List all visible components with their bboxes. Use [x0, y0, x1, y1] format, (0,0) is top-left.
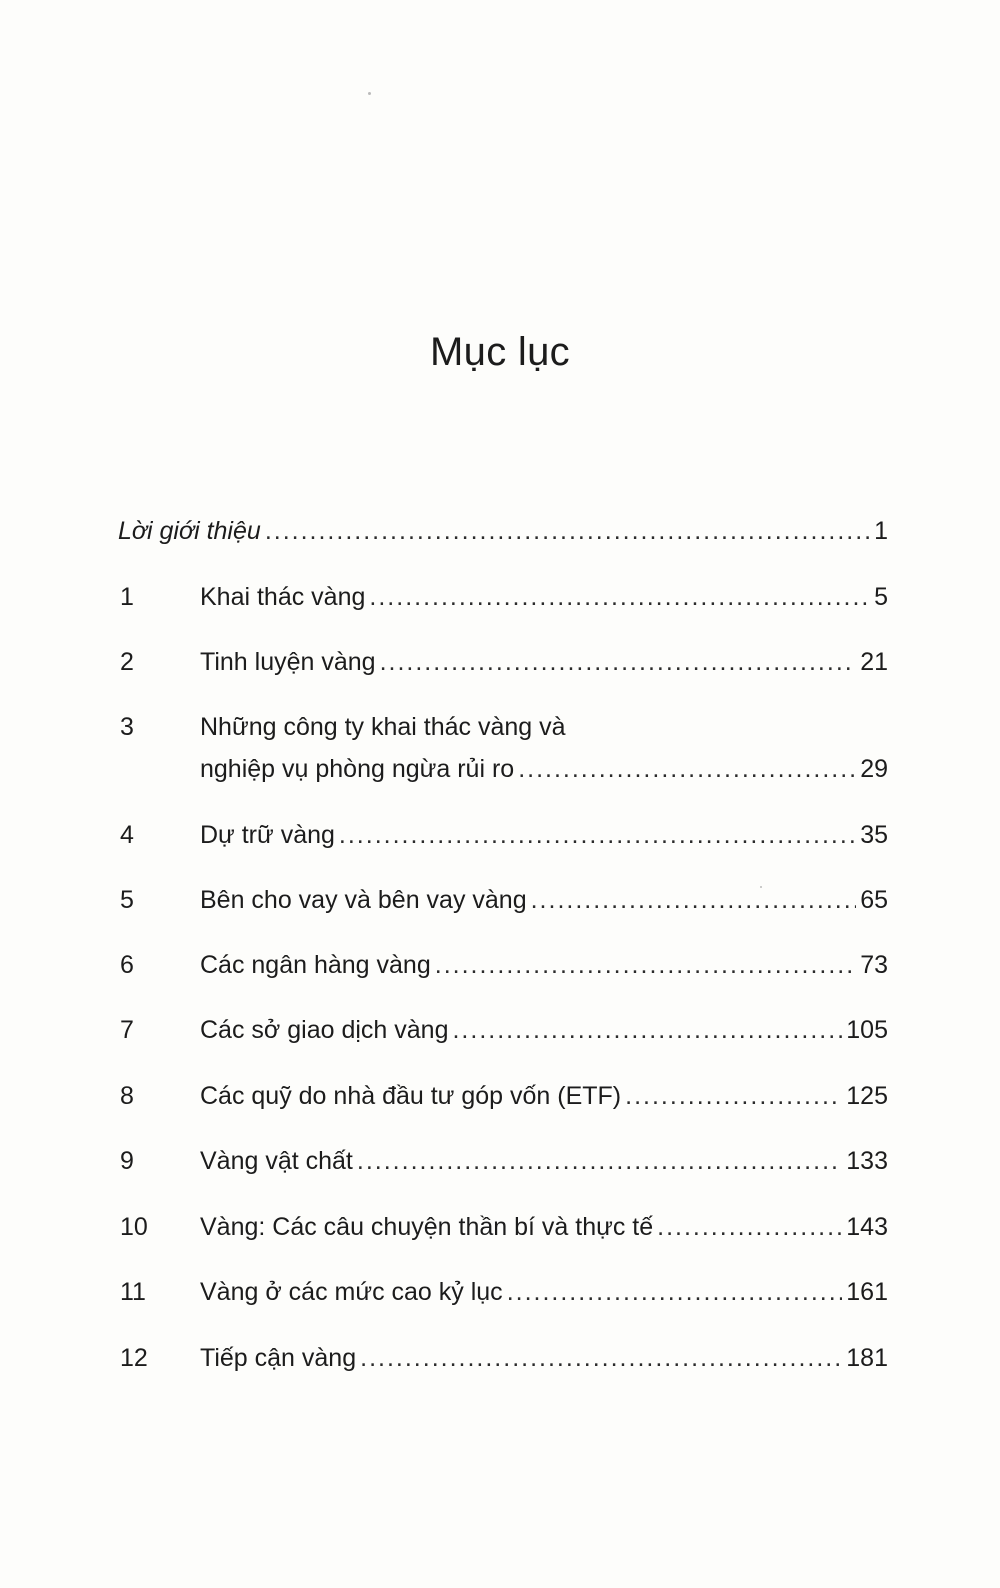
toc-page-number: 125 — [846, 1082, 888, 1110]
toc-entry-title: Vàng: Các câu chuyện thần bí và thực tế — [200, 1213, 654, 1241]
toc-page-number: 1 — [874, 517, 888, 545]
dot-leader — [360, 1337, 842, 1379]
toc-entry-title: Vàng vật chất — [200, 1147, 353, 1175]
toc-page-number: 29 — [860, 755, 888, 783]
chapter-number: 9 — [120, 1147, 134, 1175]
toc-entry-title: Các ngân hàng vàng — [200, 951, 431, 979]
toc-page-number: 35 — [860, 821, 888, 849]
dot-leader — [625, 1075, 842, 1117]
dot-leader — [357, 1140, 842, 1182]
dot-leader — [380, 641, 857, 683]
toc-page-number: 65 — [860, 886, 888, 914]
dot-leader — [369, 576, 870, 618]
chapter-number: 4 — [120, 821, 134, 849]
toc-entry-title: Tinh luyện vàng — [200, 648, 376, 676]
toc-entry-title: Các quỹ do nhà đầu tư góp vốn (ETF) — [200, 1082, 622, 1110]
toc-page-number: 161 — [846, 1278, 888, 1306]
toc-page-number: 143 — [846, 1213, 888, 1241]
dot-leader — [452, 1009, 842, 1051]
page-title: Mục lục — [430, 330, 570, 374]
toc-page-number: 181 — [846, 1344, 888, 1372]
toc-entry-title: Vàng ở các mức cao kỷ lục — [200, 1278, 503, 1306]
dot-leader — [265, 510, 870, 552]
dot-leader — [531, 879, 857, 921]
dot-leader — [435, 944, 856, 986]
chapter-number: 1 — [120, 583, 134, 611]
toc-entry-title: Bên cho vay và bên vay vàng — [200, 886, 527, 914]
toc-entry-title: Khai thác vàng — [200, 583, 366, 611]
chapter-number: 10 — [120, 1213, 148, 1241]
paper-speck — [368, 92, 371, 95]
dot-leader — [507, 1271, 843, 1313]
toc-entry-title: Dự trữ vàng — [200, 821, 335, 849]
toc-page-number: 105 — [846, 1016, 888, 1044]
chapter-number: 8 — [120, 1082, 134, 1110]
chapter-number: 12 — [120, 1344, 148, 1372]
dot-leader — [339, 814, 856, 856]
dot-leader — [518, 748, 856, 790]
toc-page-number: 133 — [846, 1147, 888, 1175]
chapter-number: 5 — [120, 886, 134, 914]
toc-page-number: 5 — [874, 583, 888, 611]
toc-entry-title: nghiệp vụ phòng ngừa rủi ro — [200, 755, 515, 783]
toc-page-number: 21 — [860, 648, 888, 676]
dot-leader — [657, 1206, 842, 1248]
toc-entry-title-line-1: Những công ty khai thác vàng và — [200, 713, 566, 741]
toc-entry-title: Các sở giao dịch vàng — [200, 1016, 449, 1044]
chapter-number: 7 — [120, 1016, 134, 1044]
toc-entry-title: Tiếp cận vàng — [200, 1344, 357, 1372]
chapter-number: 2 — [120, 648, 134, 676]
toc-page-number: 73 — [860, 951, 888, 979]
chapter-number: 6 — [120, 951, 134, 979]
chapter-number: 3 — [120, 713, 134, 741]
toc-entry-title: Lời giới thiệu — [118, 517, 261, 545]
chapter-number: 11 — [120, 1278, 146, 1306]
